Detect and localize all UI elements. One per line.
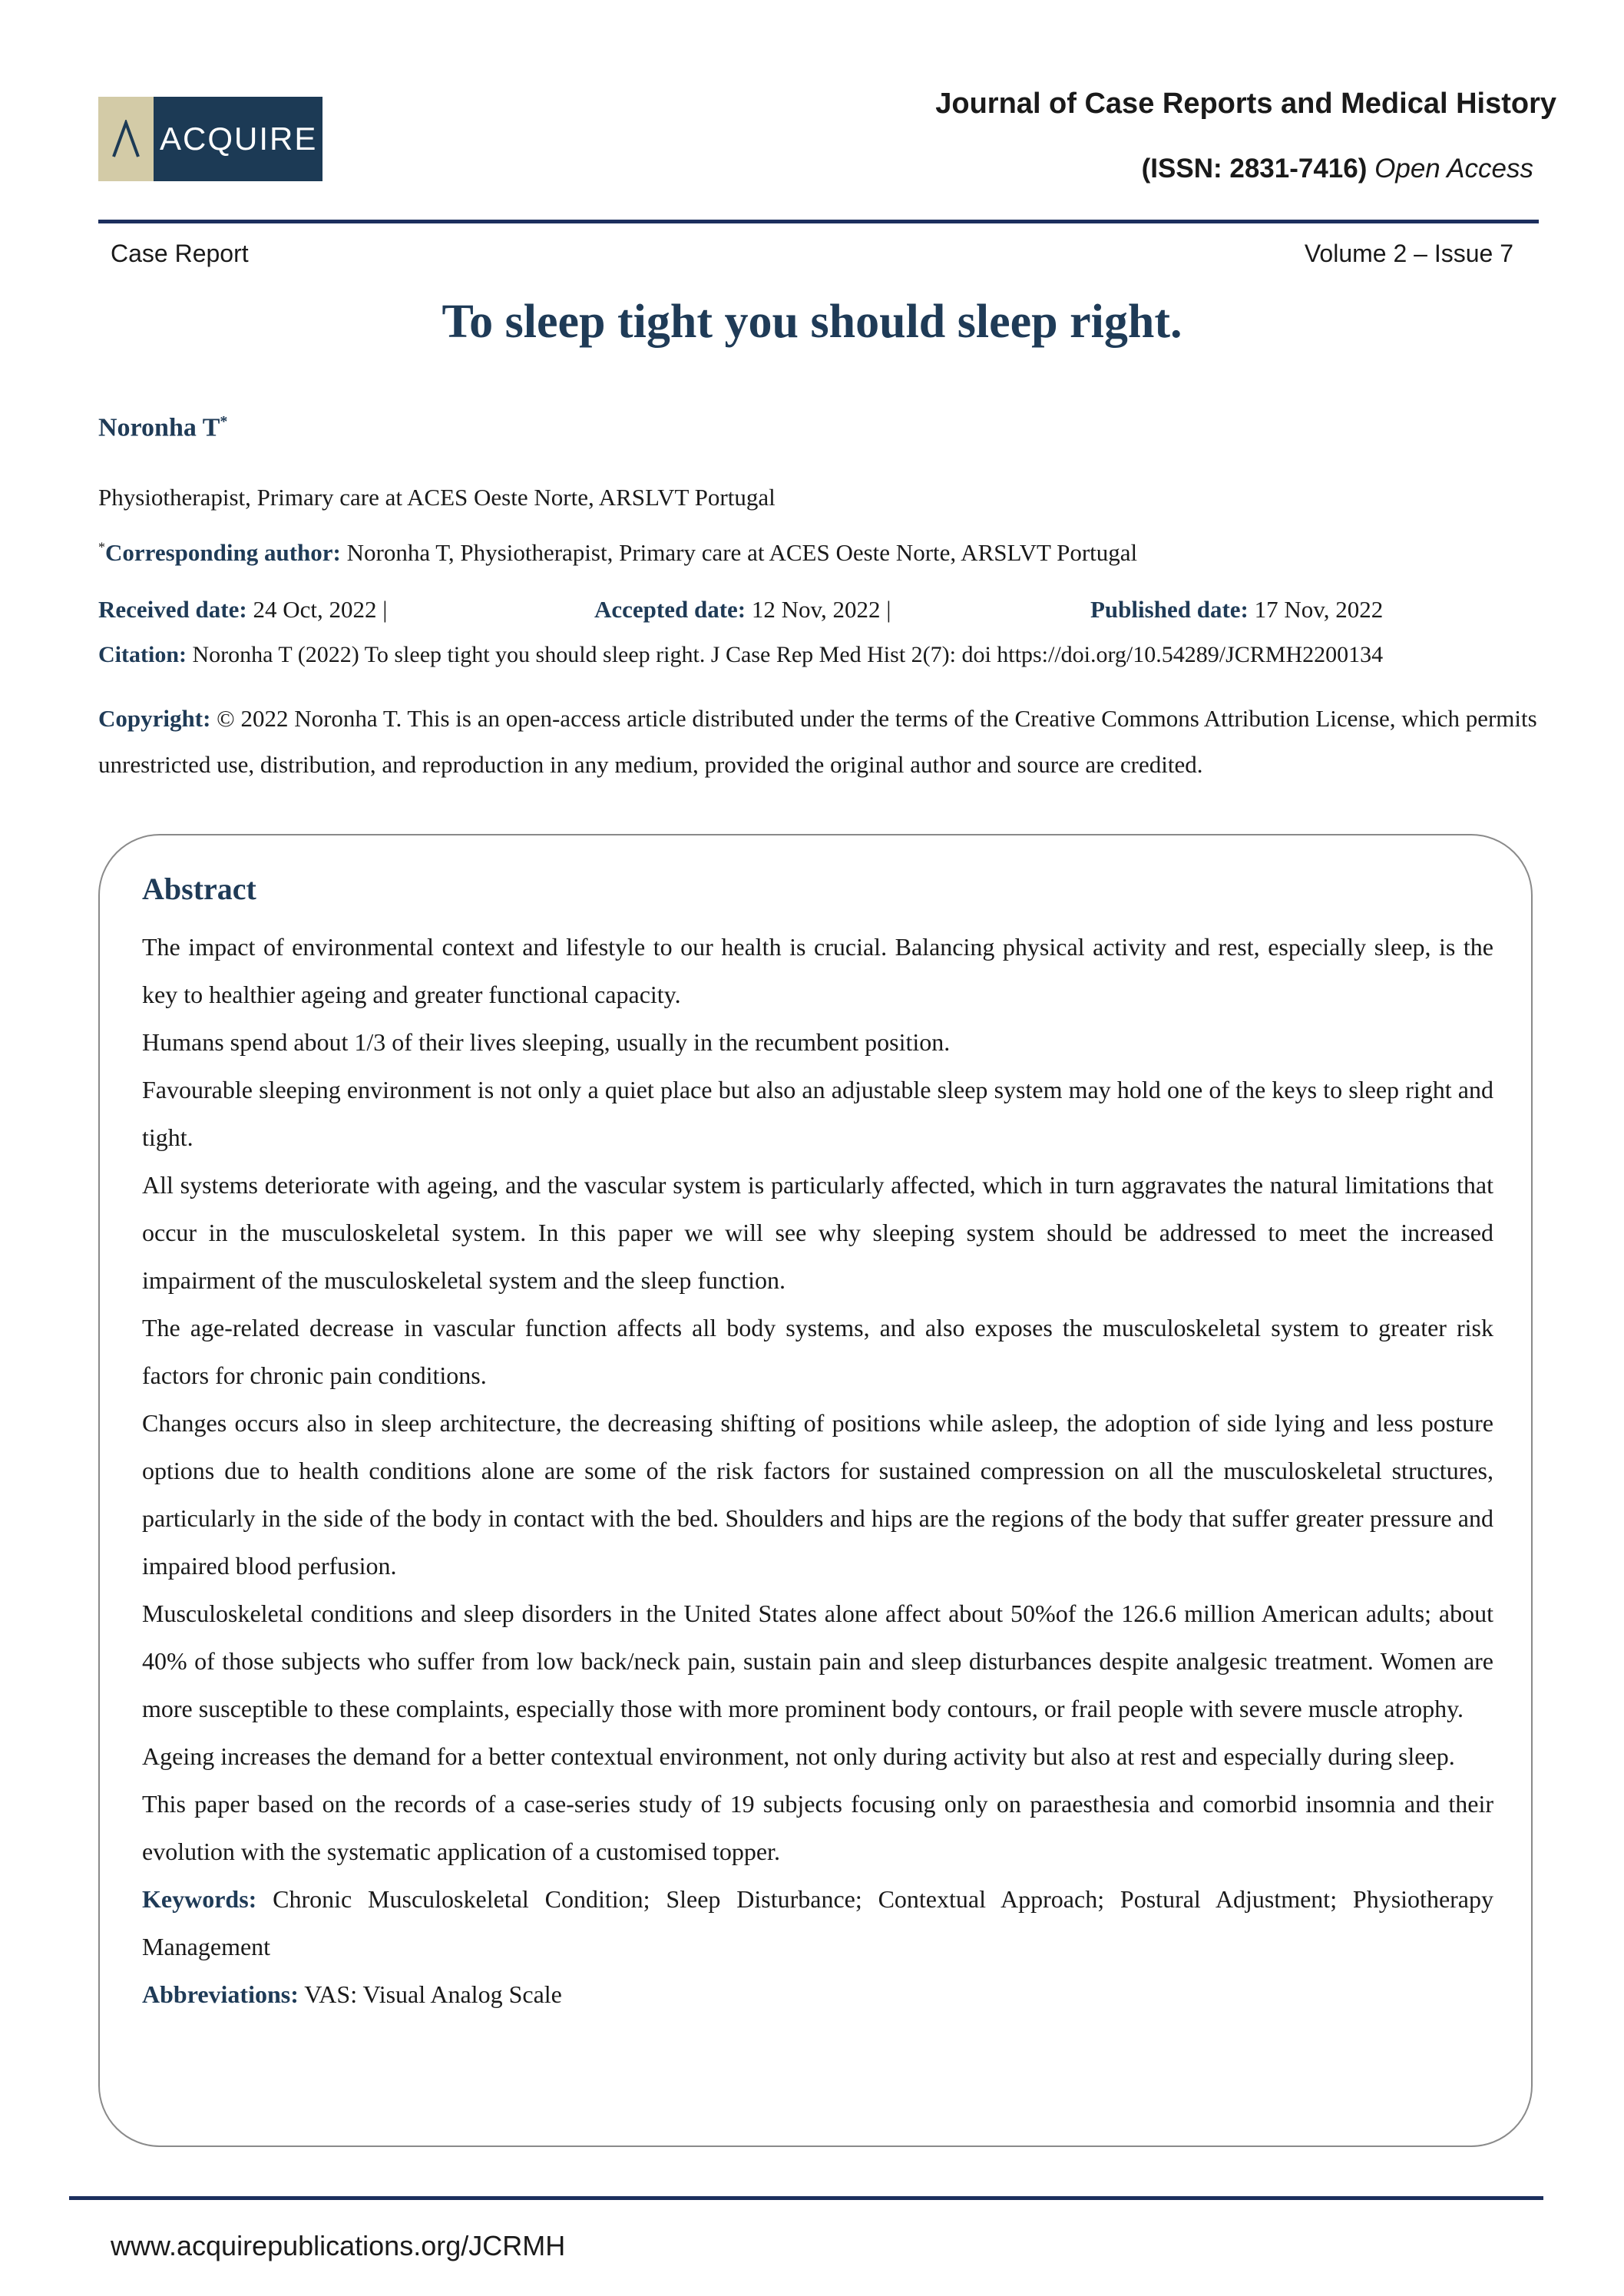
lambda-logo-icon <box>98 97 154 181</box>
abbreviations <box>142 1970 1493 2018</box>
acquire-logo <box>98 97 322 181</box>
citation-label: Citation: <box>98 642 187 667</box>
received-value: 24 Oct, 2022 | <box>246 596 388 623</box>
accepted-date <box>594 596 891 624</box>
abstract-heading: Abstract <box>142 872 256 906</box>
accepted-label: Accepted date: <box>594 596 746 623</box>
abstract-paragraph: Musculoskeletal conditions and sleep disorders in the United States alone affect about 50%of the 126.6 million American adults; about 40% of those subjects who suffer from low back/neck pain, sustain pain and sleep disturbances despite analgesic treatment. Women are more susceptible to these complaints, especially those with more prominent body contours, or frail people with severe muscle atrophy. <box>142 1600 1493 1722</box>
volume-issue: Volume 2 – Issue 7 <box>1304 240 1513 267</box>
abstract-content <box>142 868 1493 2018</box>
abbreviations-label: Abbreviations: <box>142 1980 299 2008</box>
abstract-paragraph: Favourable sleeping environment is not only a quiet place but also an adjustable sleep system may hold one of the keys to sleep right and tight. <box>142 1076 1493 1151</box>
published-value: 17 Nov, 2022 <box>1248 596 1384 623</box>
citation-text: Noronha T (2022) To sleep tight you should sleep right. J Case Rep Med Hist 2(7): doi https://doi.org/10.54289/JCRMH2200134 <box>187 642 1384 667</box>
keywords-label: Keywords: <box>142 1885 257 1913</box>
keywords-text: Chronic Musculoskeletal Condition; Sleep Disturbance; Contextual Approach; Postural Adjustment; Physiotherapy Management <box>142 1885 1493 1960</box>
received-date <box>98 596 387 624</box>
abstract-paragraph: Humans spend about 1/3 of their lives sleeping, usually in the recumbent position. <box>142 1028 951 1056</box>
author-mark: * <box>220 413 228 430</box>
abstract-paragraph: All systems deteriorate with ageing, and the vascular system is particularly affected, which in turn aggravates the natural limitations that occur in the musculoskeletal system. In this paper we will see why sleeping system should be addressed to meet the increased impairment of the musculoskeletal system and the sleep function. <box>142 1171 1493 1294</box>
abstract-paragraph: The impact of environmental context and lifestyle to our health is crucial. Balancing physical activity and rest, especially sleep, is the key to healthier ageing and greater functional capacity. <box>142 933 1493 1008</box>
corresponding-mark: * <box>98 539 105 555</box>
author-name <box>98 413 227 442</box>
open-access-label: Open Access <box>1374 154 1533 184</box>
copyright-label: Copyright: <box>98 705 211 732</box>
logo-wordmark: ACQUIRE <box>154 97 322 181</box>
published-label: Published date: <box>1090 596 1249 623</box>
abstract-paragraph: Ageing increases the demand for a better contextual environment, not only during activity but also at rest and especially during sleep. <box>142 1742 1455 1770</box>
accepted-value: 12 Nov, 2022 | <box>746 596 891 623</box>
abstract-paragraph: The age-related decrease in vascular function affects all body systems, and also exposes the musculoskeletal system to greater risk factors for chronic pain conditions. <box>142 1314 1493 1389</box>
header-divider <box>98 220 1539 223</box>
abstract-paragraph: Changes occurs also in sleep architecture, the decreasing shifting of positions while asleep, the adoption of side lying and less posture options due to health conditions alone are some of the risk factors for sustained compression on all the musculoskeletal structures, particularly in the side of the body in contact with the bed. Shoulders and hips are the regions of the body that suffer greater pressure and impaired blood perfusion. <box>142 1409 1493 1580</box>
issn-line <box>1142 154 1533 184</box>
citation <box>98 642 1383 668</box>
received-label: Received date: <box>98 596 247 623</box>
journal-title: Journal of Case Reports and Medical History <box>935 88 1556 120</box>
corresponding-label: Corresponding author: <box>105 539 341 566</box>
keywords <box>142 1875 1493 1970</box>
footer-url[interactable]: www.acquirepublications.org/JCRMH <box>111 2230 566 2261</box>
article-title: To sleep tight you should sleep right. <box>442 296 1182 348</box>
corresponding-text: Noronha T, Physiotherapist, Primary care at ACES Oeste Norte, ARSLVT Portugal <box>340 539 1138 566</box>
abbreviations-text: VAS: Visual Analog Scale <box>298 1980 562 2008</box>
corresponding-author <box>98 539 1137 567</box>
abstract-paragraph: This paper based on the records of a case-series study of 19 subjects focusing only on paraesthesia and comorbid insomnia and their evolution with the systematic application of a customised topper. <box>142 1790 1493 1865</box>
author-text: Noronha T <box>98 413 220 442</box>
copyright-notice <box>98 696 1542 788</box>
footer-divider <box>69 2196 1543 2200</box>
article-type: Case Report <box>111 240 249 267</box>
published-date <box>1090 596 1383 624</box>
affiliation: Physiotherapist, Primary care at ACES Oeste Norte, ARSLVT Portugal <box>98 484 776 511</box>
copyright-text: © 2022 Noronha T. This is an open-access article distributed under the terms of the Creative Commons Attribution License, which permits unrestricted use, distribution, and reproduction in any medium, provided the original author and source are credited. <box>98 705 1537 778</box>
issn: (ISSN: 2831-7416) <box>1141 154 1368 184</box>
